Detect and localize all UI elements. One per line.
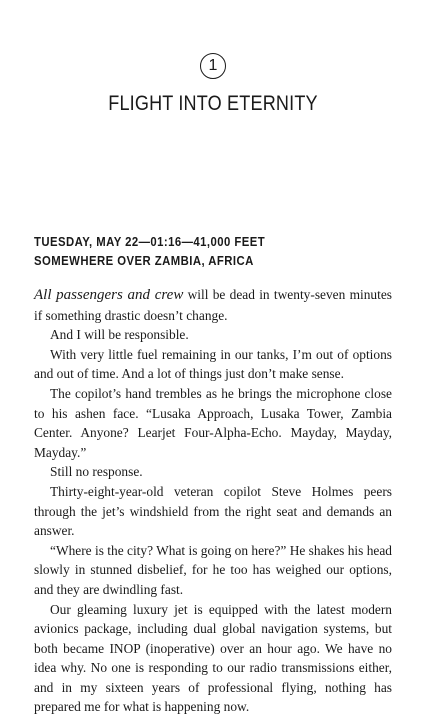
paragraph-3: With very little fuel remaining in our tanks, I’m out of options and out of time. And a lot of things just don’t make sense. <box>34 345 392 384</box>
chapter-title: FLIGHT INTO ETERNITY <box>30 92 396 116</box>
paragraph-8: Our gleaming luxury jet is equipped with the latest modern avionics package, including dual global navigation systems, but both became INOP (inoperative) over an hour ago. We have no idea why. No one is responding to our radio transmissions either, and in my sixteen years of professional flying, nothing has prepared me for what is happening now. <box>34 600 392 717</box>
paragraph-6: Thirty-eight-year-old veteran copilot Steve Holmes peers through the jet’s windshield from the right seat and demands an answer. <box>34 482 392 541</box>
paragraph-1-text: will be dead in twenty-seven minutes if something drastic doesn’t change. <box>34 287 392 323</box>
paragraph-1-lead-in: All passengers and crew <box>34 287 183 303</box>
paragraph-2: And I will be responsible. <box>34 325 392 345</box>
chapter-number: 1 <box>209 58 218 74</box>
dateline <box>34 233 376 271</box>
dateline-location: SOMEWHERE OVER ZAMBIA, AFRICA <box>34 252 376 271</box>
chapter-number-badge <box>200 53 226 79</box>
paragraph-5: Still no response. <box>34 462 392 482</box>
paragraph-1 <box>34 285 392 325</box>
chapter-body <box>34 285 392 717</box>
dateline-time-altitude: TUESDAY, MAY 22—01:16—41,000 FEET <box>34 233 376 252</box>
paragraph-7: “Where is the city? What is going on here?” He shakes his head slowly in stunned disbelief, for he too has weighed our options, and they are dwindling fast. <box>34 541 392 600</box>
paragraph-4: The copilot’s hand trembles as he brings the microphone close to his ashen face. “Lusaka Approach, Lusaka Tower, Zambia Center. Anyone? Learjet Four-Alpha-Echo. Mayday, Mayday, Mayday.” <box>34 384 392 462</box>
